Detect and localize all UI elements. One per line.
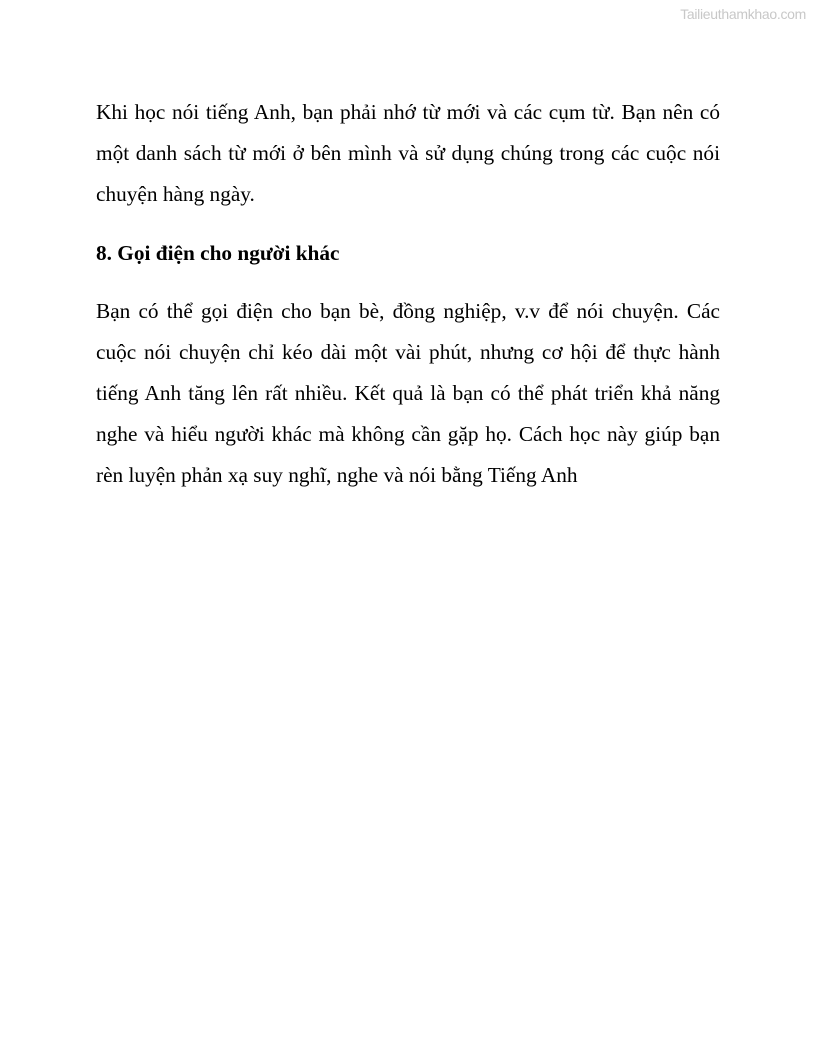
paragraph-phone-calls: Bạn có thể gọi điện cho bạn bè, đồng nghiệp, v.v để nói chuyện. Các cuộc nói chuyện chỉ kéo dài một vài phút, nhưng cơ hội để thực hành tiếng Anh tăng lên rất nhiều. Kết quả là bạn có thể phát triển khả năng nghe và hiểu người khác mà không cần gặp họ. Cách học này giúp bạn rèn luyện phản xạ suy nghĩ, nghe và nói bằng Tiếng Anh — [96, 299, 720, 487]
paragraph-vocabulary: Khi học nói tiếng Anh, bạn phải nhớ từ mới và các cụm từ. Bạn nên có một danh sách từ mới ở bên mình và sử dụng chúng trong các cuộc nói chuyện hàng ngày. — [96, 100, 720, 206]
section-heading: 8. Gọi điện cho người khác — [96, 241, 340, 265]
document-page — [96, 92, 720, 496]
watermark: Tailieuthamkhao.com — [680, 6, 806, 22]
